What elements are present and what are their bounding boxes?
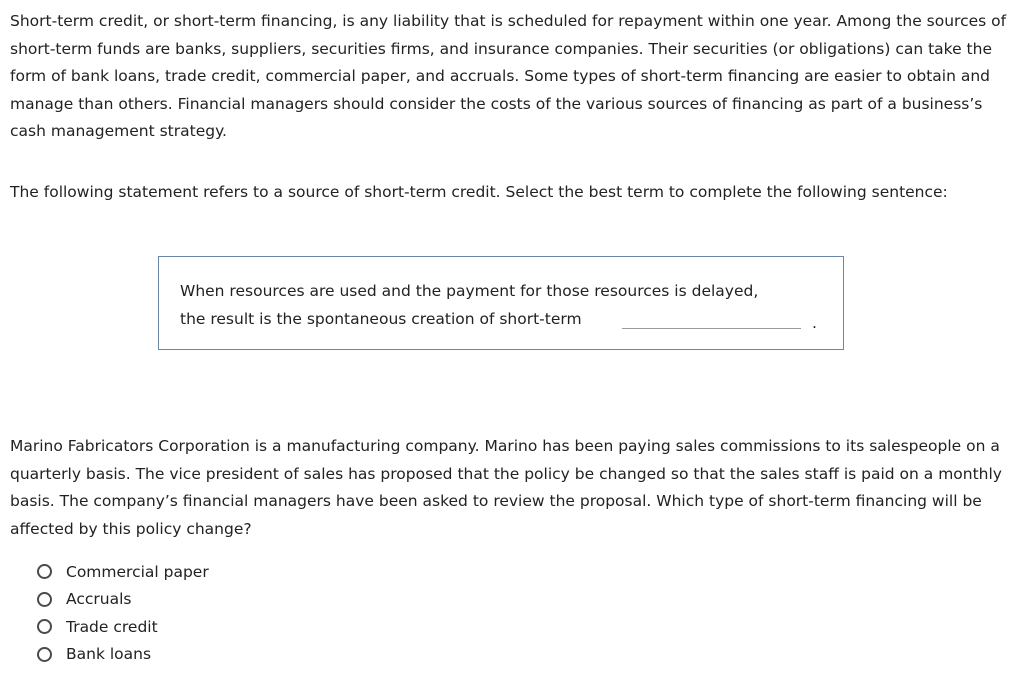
- statement-text: [180, 277, 758, 333]
- statement-line-2: the result is the spontaneous creation of short-term: [180, 310, 582, 328]
- option-bank-loans[interactable]: [37, 641, 209, 669]
- radio-button[interactable]: [37, 564, 52, 579]
- option-label: Accruals: [66, 590, 132, 609]
- intro-paragraph: Short-term credit, or short-term financing, is any liability that is scheduled for repayment within one year. Among the sources of short-term funds are banks, suppliers, securities firms, and insurance companies. Their securities (or obligations) can take the form of bank loans, trade credit, commercial paper, and accruals. Some types of short-term financing are easier to obtain and manage than others. Financial managers should consider the costs of the various sources of financing as part of a business’s cash management strategy.: [10, 12, 1007, 140]
- radio-button[interactable]: [37, 619, 52, 634]
- answer-blank-dropdown[interactable]: [622, 328, 801, 329]
- statement-line-1: When resources are used and the payment for those resources is delayed,: [180, 282, 759, 300]
- option-trade-credit[interactable]: [37, 613, 209, 641]
- statement-box: [158, 256, 844, 350]
- statement-period: .: [812, 314, 817, 332]
- answer-options-list: [37, 558, 209, 668]
- option-accruals[interactable]: [37, 586, 209, 614]
- question2-scenario: Marino Fabricators Corporation is a manufacturing company. Marino has been paying sales commissions to its salespeople on a quarterly basis. The vice president of sales has proposed that the policy be changed so that the sales staff is paid on a monthly basis. The company’s financial managers have been asked to review the proposal. Which type of short-term financing will be affected by this policy change?: [10, 437, 1002, 538]
- option-label: Bank loans: [66, 645, 152, 664]
- option-label: Trade credit: [66, 617, 158, 636]
- option-commercial-paper[interactable]: [37, 558, 209, 586]
- question1-prompt: The following statement refers to a source of short-term credit. Select the best term to complete the following sentence:: [10, 183, 948, 201]
- radio-button[interactable]: [37, 592, 52, 607]
- option-label: Commercial paper: [66, 562, 209, 581]
- radio-button[interactable]: [37, 647, 52, 662]
